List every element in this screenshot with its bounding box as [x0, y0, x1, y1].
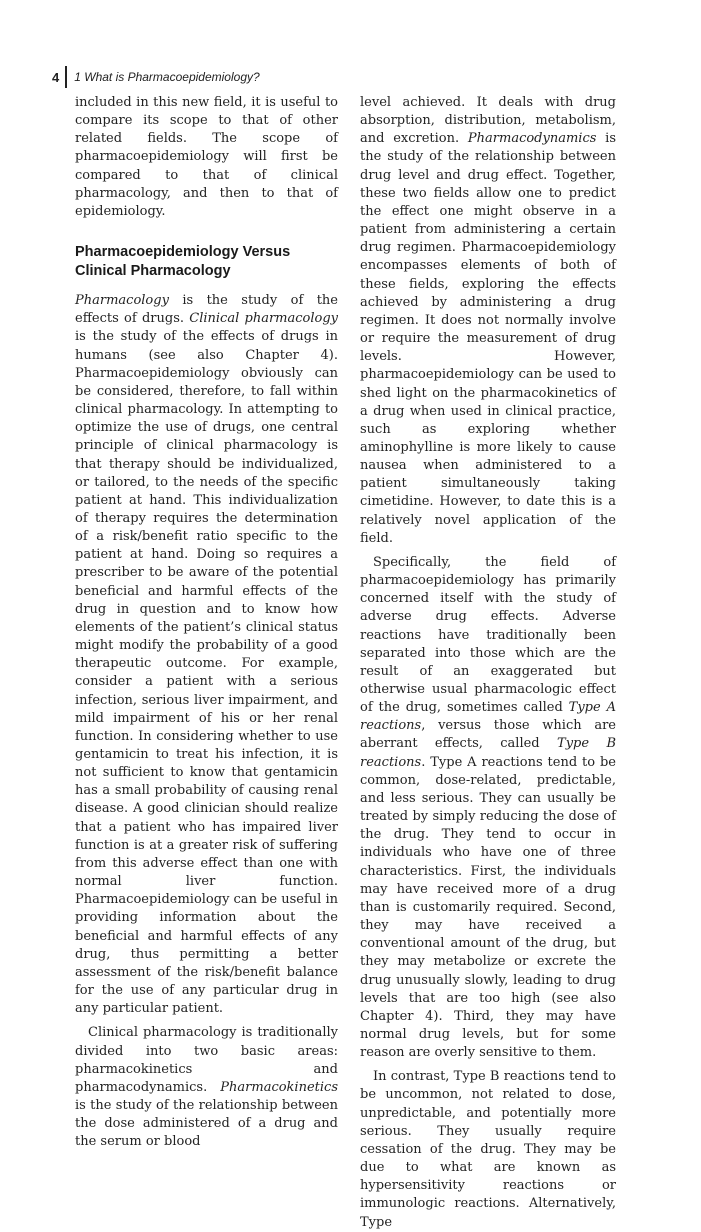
italic-term: Pharmacokinetics	[220, 1079, 338, 1095]
paragraph-text: level achieved. It deals with drug absorption, distribution, metabolism, and excretion.	[360, 95, 616, 147]
paragraph-text: is the study of the effects of drugs.	[75, 293, 338, 327]
paragraph-text: is the study of the effects of drugs in humans (see also Chapter 4). Pharmacoepidemiology obviously can be considered, therefore, to fall within clinical pharmacology. In attempting to optimize the use of drugs, one central principle of clinical pharmacology is that therapy should be individualized, or tailored, to the needs of the specific patient at hand. This individualization of therapy requires the determination of a risk/benefit ratio specific to the patient at hand. Doing so requires a prescriber to be aware of the potential beneficial and harmful effects of the drug in question and to know how elements of the patient’s clinical status might modify the probability of a good therapeutic outcome. For example, consider a patient with a serious infection, serious liver impairment, and mild impairment of his or her renal function. In considering whether to use gentamicin to treat his infection, it is not sufficient to know that gentamicin has a small probability of causing renal disease. A good clinician should realize that a patient who has impaired liver function is at a greater risk of suffering from this adverse effect than one with normal liver function. Pharmacoepidemiology can be useful in providing information about the beneficial and harmful effects of any drug, thus permitting a better assessment of the risk/benefit balance for the use of any particular drug in any particular patient.	[75, 329, 338, 1017]
paragraph-text: is the study of the relationship between drug level and drug effect. Together, these two fields allow one to predict the effect one might observe in a patient from administering a certain drug regimen. Pharmacoepidemiology encompasses elements of both of these fields, exploring the effects achieved by administering a drug regimen. It does not normally involve or require the measurement of drug levels. However, pharmacoepidemiology can be used to shed light on the pharmacokinetics of a drug when used in clinical practice, such as exploring whether aminophylline is more likely to cause nausea when administered to a patient simultaneously taking cimetidine. However, to date this is a relatively novel application of the field.	[360, 131, 616, 546]
section-heading-line: Clinical Pharmacology	[75, 262, 231, 279]
paragraph-text: is the study of the relationship between the dose administered of a drug and the serum or blood	[75, 1097, 338, 1150]
paragraph	[75, 1024, 338, 1151]
paragraph	[360, 94, 616, 548]
section-heading	[75, 243, 338, 280]
running-head: 1 What is Pharmacoepidemiology?	[74, 70, 260, 84]
running-header	[52, 66, 260, 88]
paragraph-text: Clinical pharmacology is traditionally divided into two basic areas: pharmacokinetics and pharmacodynamics.	[75, 1025, 338, 1095]
paragraph-text: Specifically, the field of pharmacoepidemiology has primarily concerned itself with the study of adverse drug effects. Adverse reactions have traditionally been separated into those which are the result of an exaggerated but otherwise usual pharmacologic effect of the drug, sometimes called	[360, 554, 616, 716]
italic-term: Type A reactions	[360, 700, 616, 734]
section-heading-line: Pharmacoepidemiology Versus	[75, 244, 291, 261]
italic-term: Pharmacology	[75, 293, 169, 309]
paragraph: included in this new field, it is useful to compare its scope to that of other related fields. The scope of pharmacoepidemiology will first be compared to that of clinical pharmacology, and then to that of epidemiology.	[75, 95, 338, 219]
italic-term: Clinical pharmacology	[189, 311, 339, 327]
paragraph-text: , versus those which are aberrant effects, called	[360, 718, 616, 752]
left-column	[75, 94, 338, 1151]
paragraph	[360, 554, 616, 1062]
paragraph: In contrast, Type B reactions tend to be uncommon, not related to dose, unpredictable, and potentially more serious. They usually require cessation of the drug. They may be due to what are known as hypersensitivity reactions or immunologic reactions. Alternatively, Type	[360, 1069, 616, 1230]
italic-term: Type B reactions	[360, 736, 617, 770]
page-number: 4	[52, 69, 60, 85]
header-divider	[65, 66, 67, 88]
paragraph	[75, 292, 338, 1018]
right-column	[360, 94, 616, 1232]
paragraph-text: . Type A reactions tend to be common, dose-related, predictable, and less serious. They can usually be treated by simply reducing the dose of the drug. They tend to occur in individuals who have one of three characteristics. First, the individuals may have received more of a drug than is customarily required. Second, they may have received a conventional amount of the drug, but they may metabolize or excrete the drug unusually slowly, leading to drug levels that are too high (see also Chapter 4). Third, they may have normal drug levels, but for some reason are overly sensitive to them.	[360, 754, 616, 1061]
italic-term: Pharmacodynamics	[467, 131, 597, 147]
